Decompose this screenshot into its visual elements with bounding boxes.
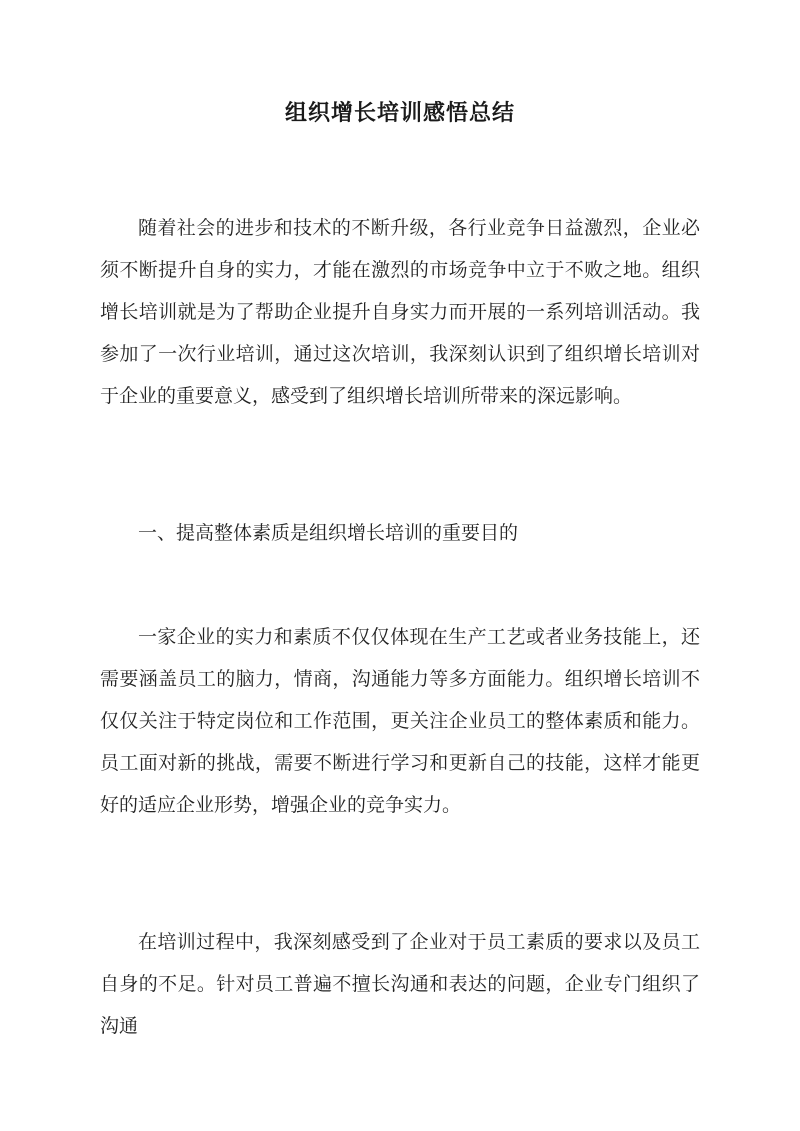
paragraph-training-process: 在培训过程中，我深刻感受到了企业对于员工素质的要求以及员工自身的不足。针对员工普遍不擅长沟通和表达的问题，企业专门组织了沟通 [100, 931, 700, 1037]
document-title: 组织增长培训感悟总结 [284, 100, 515, 126]
paragraph-intro: 随着社会的进步和技术的不断升级，各行业竞争日益激烈，企业必须不断提升自身的实力，才能在激烈的市场竞争中立于不败之地。组织增长培训就是为了帮助企业提升自身实力而开展的一系列培训活动。我参加了一次行业培训，通过这次培训，我深刻认识到了组织增长培训对于企业的重要意义，感受到了组织增长培训所带来的深远影响。 [100, 217, 700, 407]
paragraph-section-1: 一家企业的实力和素质不仅仅体现在生产工艺或者业务技能上，还需要涵盖员工的脑力，情商，沟通能力等多方面能力。组织增长培训不仅仅关注于特定岗位和工作范围，更关注企业员工的整体素质和能力。员工面对新的挑战，需要不断进行学习和更新自己的技能，这样才能更好的适应企业形势，增强企业的竞争实力。 [100, 626, 700, 816]
section-heading-1: 一、提高整体素质是组织增长培训的重要目的 [138, 522, 519, 544]
